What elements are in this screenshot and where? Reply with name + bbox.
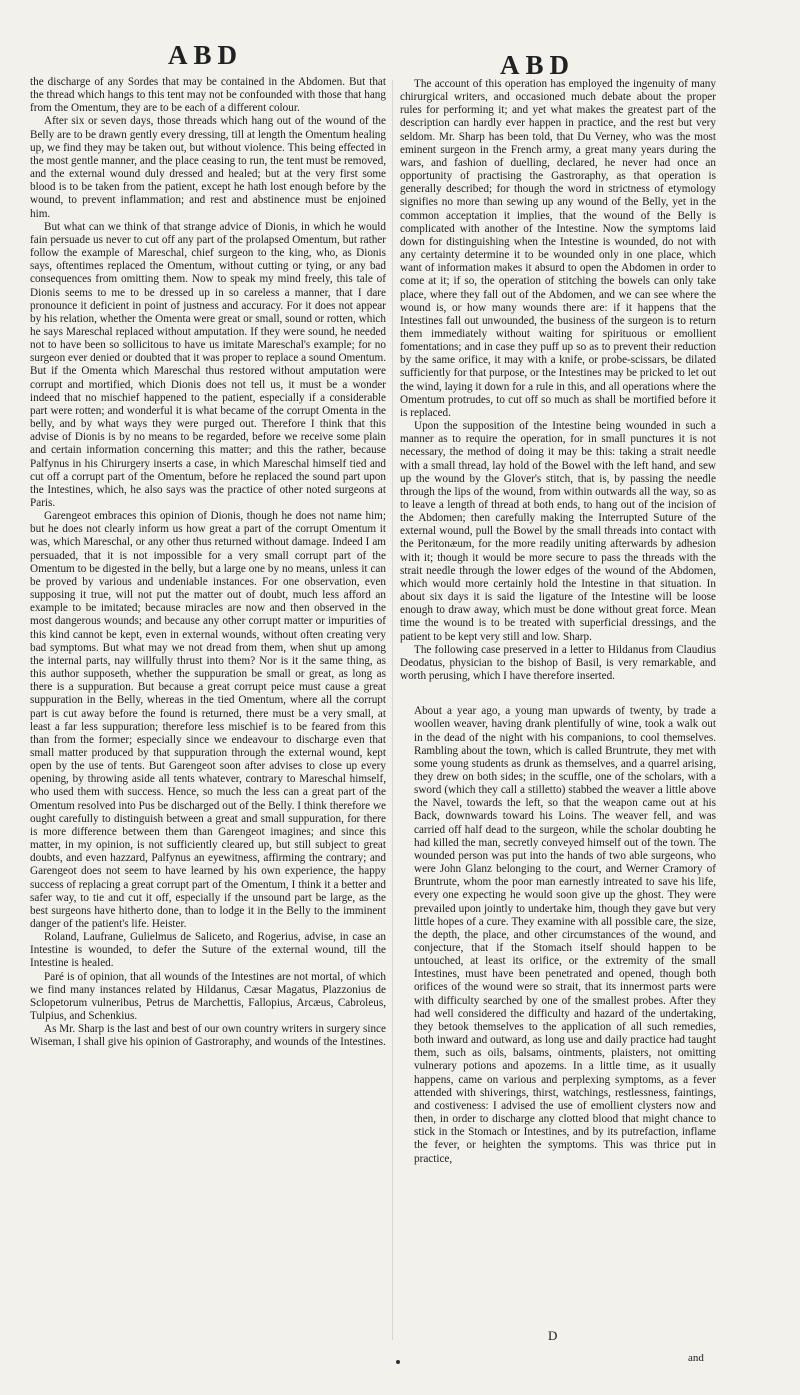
quoted-letter	[400, 705, 716, 1165]
paragraph: Paré is of opinion, that all wounds of the Intestines are not mortal, of which we find many instances related by Hildanus, Cæsar Magatus, Plazzonius de Sclopetorum vulneribus, Petrus de Marchettis, Fallopius, Arcæus, Cabroleus, Tulpius, and Schenkius.	[30, 970, 386, 1023]
paragraph: After six or seven days, those threads which hang out of the wound of the Belly are to be drawn gently every dressing, till at length the Omentum healing up, we find they may be taken out, but without violence. This being effected in the most gentle manner, and the place ceasing to run, the tent must be removed, and the external wound duly dressed and healed; but at the very first some blood is to be taken from the patient, except he hath lost enough before by the wound, to prevent inflammation; and rest and abstinence must be enjoined him.	[30, 115, 386, 220]
paragraph: The account of this operation has employed the ingenuity of many chirurgical writers, and occasioned much debate about the proper rules for performing it; and yet what makes the greatest part of the description can hardly ever happen in practice, and the rest but very seldom. Mr. Sharp has been told, that Du Verney, who was the most eminent surgeon in the French army, a great many years during the wars, and fashion of duelling, declared, he never had once an opportunity of practising the Gastroraphy, as that operation is generally described; for though the word in strictness of etymology signifies no more than sewing up any wound of the Belly, yet in the common acceptation it implies, that the wound of the Belly is complicated with another of the Intestine. Now the symptoms laid down for distinguishing when the Intestine is wounded, do not with any certainty determine it to be wounded only in one place, which want of information makes it absurd to open the Abdomen in order to come at it; if so, the operation of stitching the bowels can only take place, where they fall out of the Abdomen, and we can see where the wound is, or how many wounds there are: if it happens that the Intestines fall out unwounded, the business of the surgeon is to return them immediately without waiting for spirituous or emollient fomentations; and in case they puff up so as to prevent their reduction by the same orifice, it may with a knife, or probe-scissars, be dilated sufficiently for that purpose, or the Intestines may be pricked to let out the wind, laying it down for a rule in this, and all operations where the Omentum protrudes, to cut off so much as shall be mortified before it is replaced.	[400, 78, 716, 419]
running-head-right: ABD	[500, 50, 576, 80]
right-column	[400, 78, 716, 1368]
paragraph: Roland, Laufrane, Gulielmus de Saliceto, and Rogerius, advise, in case an Intestine is wounded, to defer the Suture of the external wound, till the Intestine is healed.	[30, 931, 386, 970]
catchword: and	[688, 1352, 704, 1364]
paragraph: the discharge of any Sordes that may be contained in the Abdomen. But that the thread which hangs to this tent may not be confounded with those that hang from the Omentum, they are to be each of a different colour.	[30, 76, 386, 115]
paragraph: Garengeot embraces this opinion of Dionis, though he does not name him; but he does not clearly inform us how great a part of the corrupt Omentum it was, which Mareschal, or any other thus returned without damage. Indeed I am persuaded, that it is not impossible for a very small corrupt part of the Omentum to be digested in the belly, but a large one by no means, unless it can be proved by various and undeniable instances. For one observation, even supposing it true, will not put the matter out of doubt, much less afford an example to be imitated; because miracles are now and then observed in the most dangerous wounds; and because any other corrupt matter or impurities of this kind cannot be kept, even in external wounds, without often creating very bad symptoms. But what may we not dread from them, when shut up among the internal parts, nay willfully thrust into them? Nor is it the same thing, as this author supposeth, whether the suppuration be small or great, as long as there is a suppuration. But because a great corrupt peice must cause a great suppuration in the Belly, whereas in the tied Omentum, where all the corrupt part is cut away before the found is returned, there must be a very small, at least a far less suppuration; therefore less mischief is to be feared from this than from the former; especially since we endeavour to discharge even that small matter produced by that suppuration through the external wound, kept open by the use of tents. But Garengeot soon after advises to close up every opening, by throwing aside all tents whatever, contrary to Mareschal himself, who used them with success. Hence, so much the less can a great part of the Omentum resolved into Pus be discharged out of the Belly. I think therefore we ought carefully to distinguish between a great and small suppuration, for there is more difference between them than Garengeot imagines; and since this matter, in my opinion, is not sufficiently cleared up, but still subject to great doubts, and even hazzard, Palfynus an eyewitness, affirming the contrary; and Garengeot does not seem to have learned by his own experience, the happy success of replacing a great corrupt part of the Omentum, I think it a better and safer way, to tie and cut it off, especially if the unsound part be large, as the best surgeons have hitherto done, than to lodge it in the Belly to the imminent danger of the patient's life. Heister.	[30, 510, 386, 930]
letter-text: About a year ago, a young man upwards of twenty, by trade a woollen weaver, having drank plentifully of wine, took a walk out in the dead of the night with his companions, to cool themselves. Rambling about the town, which is called Bruntrute, they met with some young students as drunk as themselves, and a quarrel arising, they drew on both sides; in the scuffle, one of the scholars, with a sword (which they call a stilletto) stabbed the weaver a little above the Navel, towards the left, so that the weapon came out at his Back, downwards toward his Loins. The weaver fell, and was carried off half dead to the surgeon, while the scholar doubting he had killed the man, secretly conveyed himself out of the town. The wounded person was put into the hands of two able surgeons, who were John Glanz belonging to the court, and Werner Cramory of Bruntrute, whom the poor man earnestly intreated to save his life, every one expecting he would soon give up the ghost. They were prevailed upon jointly to undertake him, though they gave but very little hopes of a cure. They examine with all possible care, the size, the depth, the place, and other circumstances of the wound, and conjecture, that if the Stomach itself should happen to be untouched, at least its orifice, or the extremity of the small Intestines, must have been penetrated and opened, though both orifices of the wound were so strait, that its innermost parts were with difficulty searched by one of the smallest probes. After they had well considered the difficulty and hazard of the undertaking, they betook themselves to the application of all such remedies, both inward and outward, as long use and daily practice had taught them, such as oils, balsams, ointments, plaisters, not omitting vulnerary potions and apozems. In a little time, as it usually happens, came on various and perplexing symptoms, as a fever attended with shiverings, thirst, watchings, restlessness, faintings, and costiveness: I advised the use of emollient clysters now and then, in order to discharge any clotted blood that might chance to stick in the Stomach or Intestines, and by its putrefaction, inflame the fever, or heighten the symptoms. This was thrice put in practice,	[414, 705, 716, 1165]
paragraph: The following case preserved in a letter to Hildanus from Claudius Deodatus, physician to the bishop of Basil, is very remarkable, and worth perusing, which I have therefore inserted.	[400, 643, 716, 683]
printer-dot	[396, 1360, 400, 1364]
left-column	[30, 76, 386, 1366]
paragraph: As Mr. Sharp is the last and best of our own country writers in surgery since Wiseman, I shall give his opinion of Gastroraphy, and wounds of the Intestines.	[30, 1023, 386, 1049]
column-gutter	[392, 80, 393, 1340]
paragraph: But what can we think of that strange advice of Dionis, in which he would fain persuade us never to cut off any part of the prolapsed Omentum, but rather follow the example of Mareschal, chief surgeon to the king, who, as Dionis says, oftentimes replaced the Omentum, without cutting or tying, or any bad consequences from omitting them. Now to speak my mind freely, this tale of Dionis seems to me to be dressed up in so careless a manner, that I dare pronounce it deficient in point of justness and accuracy. For it does not appear by his relation, whether the Omenta were great or small, sound or rotten, which he says Mareschal replaced without amputation. If they were sound, he needed not to have been so sollicitous to have us imitate Mareschal's example; for no surgeon ever denied or doubted that it was proper to replace a sound Omentum. But if the Omenta which Mareschal thus restored without amputation were corrupt and mortified, which Dionis does not tell us, it must be a wonder indeed that no mischief happened to the patient, especially if a considerable part were rotten; and wonderful it is what became of the corrupt Omenta in the belly, and by what ways they were purged out. Therefore I think that this advise of Dionis is by no means to be regarded, before we receive some plain and certain information concerning this matter; and this the rather, because Palfynus in his Chirurgery inserts a case, in which Mareschal himself tied and cut off a corrupt part of the Omentum, before he replaced the sound part upon the Intestines, which, he also says was the practice of other noted surgeons at Paris.	[30, 220, 386, 509]
paragraph: Upon the supposition of the Intestine being wounded in such a manner as to require the operation, for in small punctures it is not necessary, the method of doing it may be this: taking a strait needle with a small thread, lay hold of the Bowel with the left hand, and sew up the wound by the Glover's stitch, that is, by passing the needle through the lips of the wound, from within outwards all the way, so as to leave a length of thread at both ends, to hang out of the incision of the Abdomen; then carefully making the Interrupted Suture of the external wound, pull the Bowel by the small threads into contact with the Peritonæum, for the more readily uniting afterwards by adhesion with it; though it would be more secure to pass the threads with the strait needle through the lower edges of the wound of the Abdomen, which would more certainly hold the Intestine in that situation. In about six days it is said the ligature of the Intestine will be loose enough to draw away, which must be done without great force. Mean time the wound is to be treated with superficial dressings, and the patient to be kept very still and low. Sharp.	[400, 420, 716, 643]
running-head-left: ABD	[168, 40, 244, 70]
signature-mark: D	[548, 1328, 558, 1343]
